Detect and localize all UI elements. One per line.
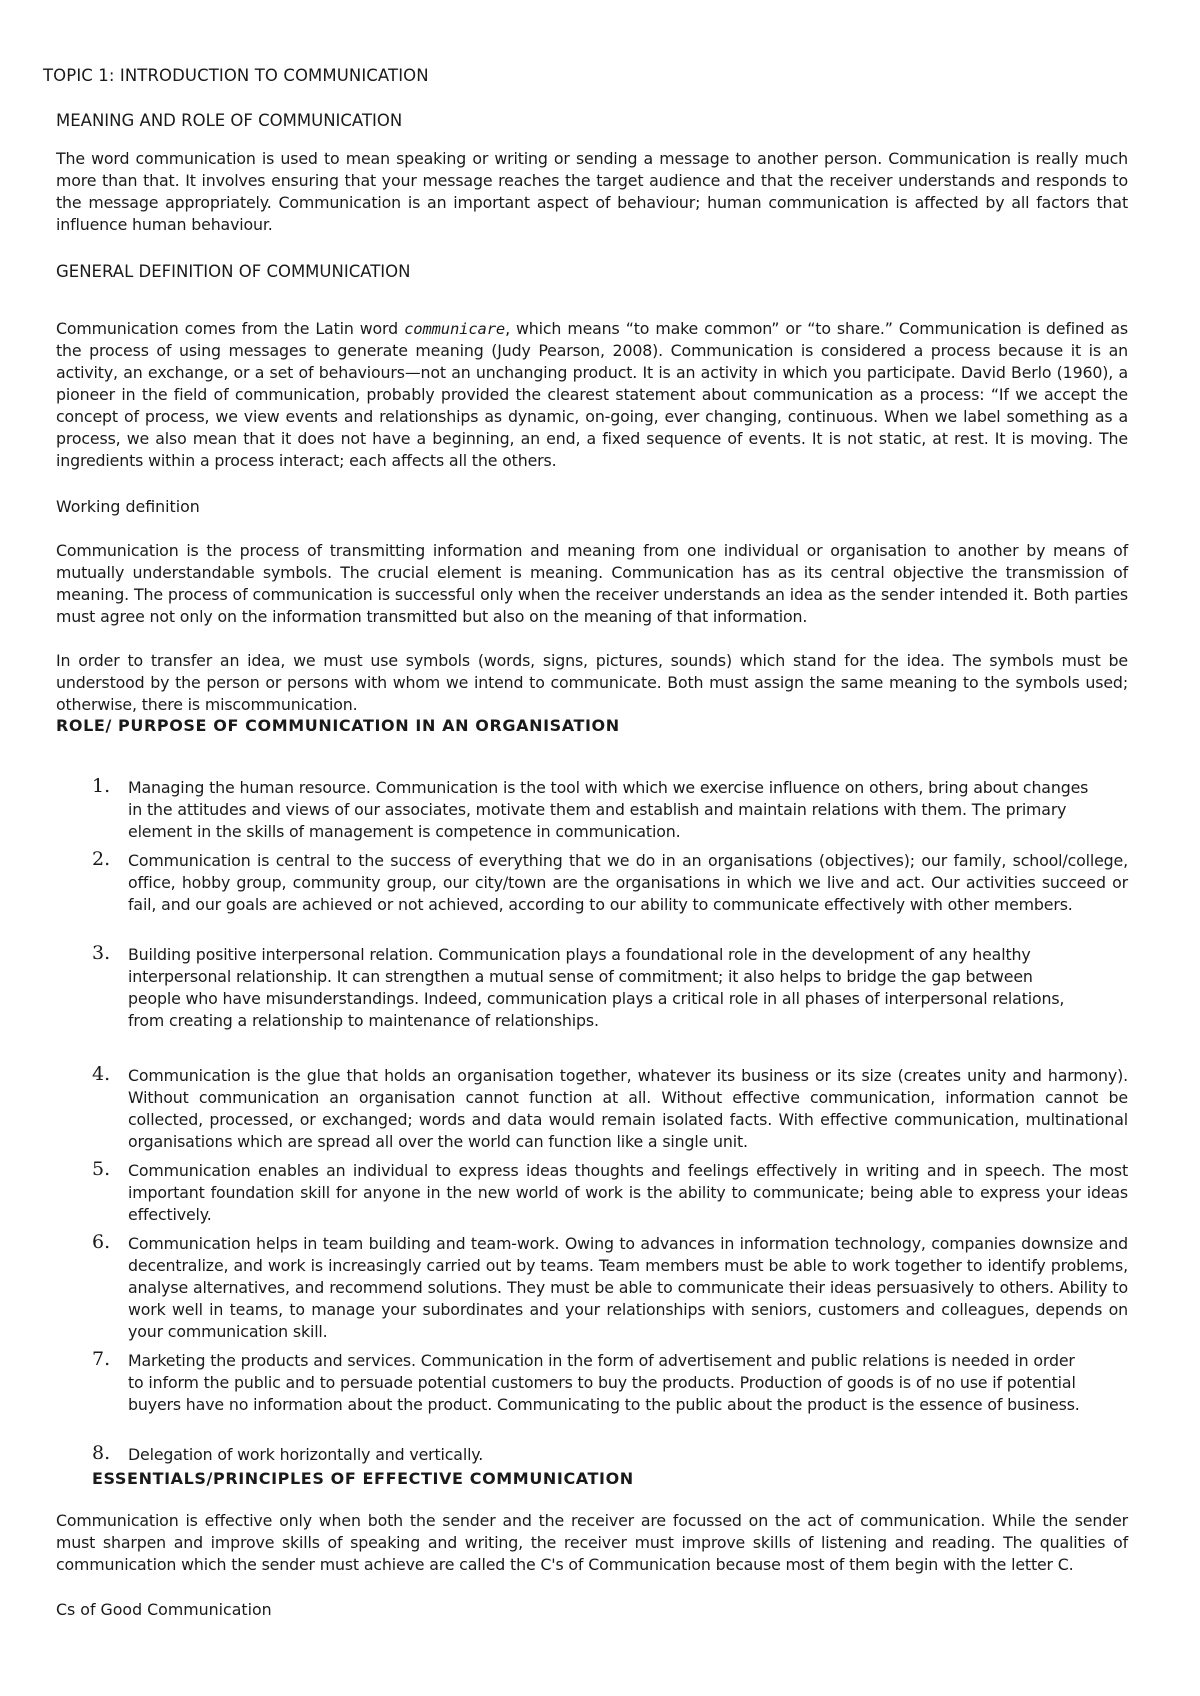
heading-essentials: ESSENTIALS/PRINCIPLES OF EFFECTIVE COMMUNICATION bbox=[92, 1469, 634, 1488]
list-item-text: Communication enables an individual to express ideas thoughts and feelings effectively in writing and in speech. The most important foundation skill for anyone in the new world of work is the ability to communicate; being able to express your ideas effectively. bbox=[128, 1161, 1128, 1224]
list-item-text: Communication helps in team building and team-work. Owing to advances in information technology, companies downsize and decentralize, and work is increasingly carried out by teams. Team members must be able to work together to identify problems, analyse alternatives, and recommend solutions. They must be able to communicate their ideas persuasively to others. Ability to work well in teams, to manage your subordinates and your relationships with seniors, customers and colleagues, depends on your communication skill. bbox=[128, 1234, 1128, 1341]
list-item bbox=[92, 850, 1128, 916]
paragraph-essentials: Communication is effective only when both the sender and the receiver are focussed on the act of communication. While the sender must sharpen and improve skills of speaking and writing, the receiver must improve skills of listening and reading. The qualities of communication which the sender must achieve are called the C's of Communication because most of them begin with the letter C. bbox=[56, 1511, 1128, 1574]
list-item bbox=[92, 1350, 1128, 1416]
paragraph-text-before-latin: Communication comes from the Latin word bbox=[56, 319, 405, 338]
list-item bbox=[92, 1444, 1128, 1466]
heading-meaning-and-role: MEANING AND ROLE OF COMMUNICATION bbox=[56, 111, 403, 130]
heading-general-definition: GENERAL DEFINITION OF COMMUNICATION bbox=[56, 262, 411, 281]
list-item bbox=[92, 1160, 1128, 1226]
list-item-text: Marketing the products and services. Communication in the form of advertisement and public relations is needed in order to inform the public and to persuade potential customers to buy the products. Production of goods is of no use if potential buyers have no information about the product. Communicating to the public about the product is the essence of business. bbox=[128, 1351, 1080, 1414]
list-item-text: Communication is central to the success of everything that we do in an organisations (objectives); our family, school/college, office, hobby group, community group, our city/town are the organisations in which we live and act. Our activities succeed or fail, and our goals are achieved or not achieved, according to our ability to communicate effectively with other members. bbox=[128, 851, 1128, 914]
list-item-text: Managing the human resource. Communication is the tool with which we exercise influence on others, bring about changes in the attitudes and views of our associates, motivate them and establish and maintain relations with them. The primary element in the skills of management is competence in communication. bbox=[128, 778, 1089, 841]
heading-role-purpose: ROLE/ PURPOSE OF COMMUNICATION IN AN ORGANISATION bbox=[56, 716, 620, 735]
paragraph-working-definition-2: In order to transfer an idea, we must use symbols (words, signs, pictures, sounds) which stand for the idea. The symbols must be understood by the person or persons with whom we intend to communicate. Both must assign the same meaning to the symbols used; otherwise, there is miscommunication. bbox=[56, 651, 1128, 714]
list-item-number: 7. bbox=[92, 1348, 111, 1370]
list-item-text: Delegation of work horizontally and vertically. bbox=[128, 1445, 484, 1464]
latin-word: communicare bbox=[404, 320, 506, 338]
paragraph-working-definition-1: Communication is the process of transmitting information and meaning from one individual or organisation to another by means of mutually understandable symbols. The crucial element is meaning. Communication has as its central objective the transmission of meaning. The process of communication is successful only when the receiver understands an idea as the sender intended it. Both parties must agree not only on the information transmitted but also on the meaning of that information. bbox=[56, 541, 1128, 626]
list-item-number: 2. bbox=[92, 848, 111, 870]
list-item-number: 5. bbox=[92, 1158, 111, 1180]
list-item-text: Communication is the glue that holds an organisation together, whatever its business or its size (creates unity and harmony). Without communication an organisation cannot function at all. Without effective communication, information cannot be collected, processed, or exchanged; words and data would remain isolated facts. With effective communication, multinational organisations which are spread all over the world can function like a single unit. bbox=[128, 1066, 1128, 1151]
list-item-number: 3. bbox=[92, 942, 111, 964]
list-item bbox=[92, 1233, 1128, 1343]
paragraph-general-definition bbox=[56, 318, 1128, 472]
list-item-number: 6. bbox=[92, 1231, 111, 1253]
list-item bbox=[92, 944, 1128, 1032]
paragraph-text-after-latin: , which means “to make common” or “to share.” Communication is defined as the process of using messages to generate meaning (Judy Pearson, 2008). Communication is considered a process because it is an activity, an exchange, or a set of behaviours—not an unchanging product. It is an activity in which you participate. David Berlo (1960), a pioneer in the field of communication, probably provided the clearest statement about communication as a process: “If we accept the concept of process, we view events and relationships as dynamic, on-going, ever changing, continuous. When we label something as a process, we also mean that it does not have a beginning, an end, a fixed sequence of events. It is not static, at rest. It is moving. The ingredients within a process interact; each affects all the others. bbox=[56, 319, 1128, 470]
list-item bbox=[92, 777, 1128, 843]
list-item-text: Building positive interpersonal relation. Communication plays a foundational role in the development of any healthy interpersonal relationship. It can strengthen a mutual sense of commitment; it also helps to bridge the gap between people who have misunderstandings. Indeed, communication plays a critical role in all phases of interpersonal relations, from creating a relationship to maintenance of relationships. bbox=[128, 945, 1065, 1030]
heading-cs-of-good-communication: Cs of Good Communication bbox=[56, 1600, 272, 1619]
list-item-number: 1. bbox=[92, 775, 111, 797]
heading-working-definition: Working definition bbox=[56, 497, 200, 516]
list-item-number: 4. bbox=[92, 1063, 111, 1085]
list-item bbox=[92, 1065, 1128, 1153]
list-item-number: 8. bbox=[92, 1442, 111, 1464]
page-title: TOPIC 1: INTRODUCTION TO COMMUNICATION bbox=[43, 66, 429, 85]
paragraph-meaning: The word communication is used to mean speaking or writing or sending a message to another person. Communication is really much more than that. It involves ensuring that your message reaches the target audience and that the receiver understands and responds to the message appropriately. Communication is an important aspect of behaviour; human communication is affected by all factors that influence human behaviour. bbox=[56, 149, 1128, 234]
